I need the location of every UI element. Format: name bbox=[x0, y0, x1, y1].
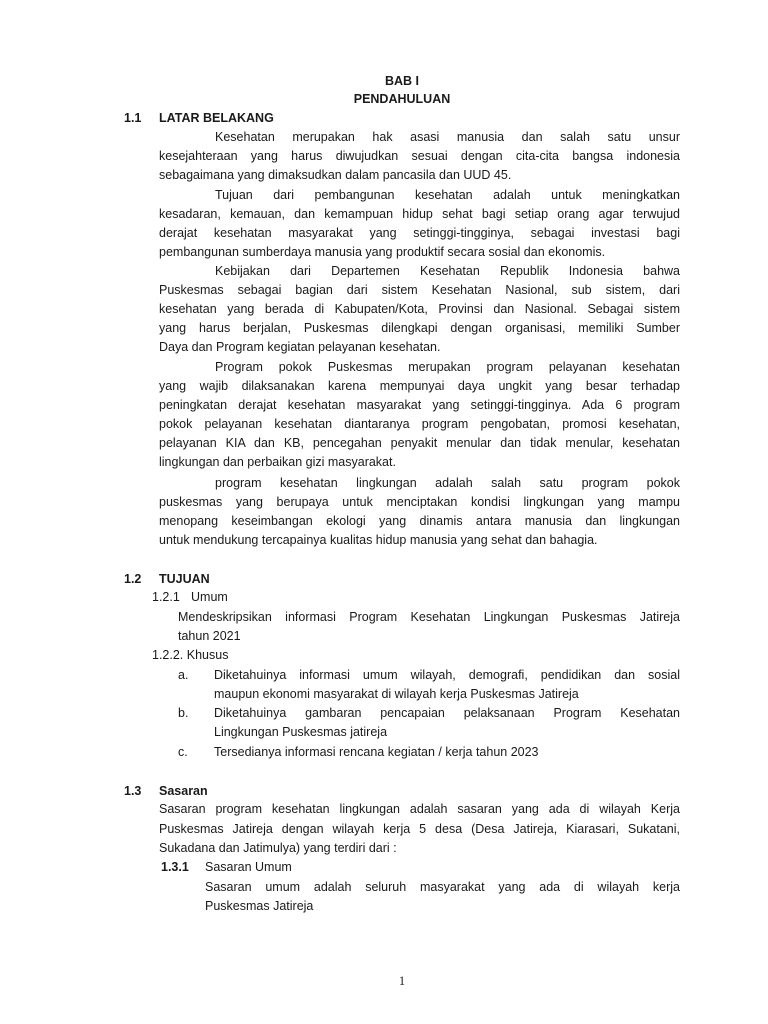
paragraph-line: program kesehatan lingkungan adalah salah satu program pokok bbox=[215, 476, 680, 490]
paragraph-line: menopang keseimbangan ekologi yang dinamis antara manusia dan lingkungan bbox=[159, 514, 680, 528]
paragraph-line: kesehatan yang berada di Kabupaten/Kota, Provinsi dan Nasional. Sebagai sistem bbox=[159, 302, 680, 316]
section-heading: TUJUAN bbox=[159, 572, 210, 586]
paragraph-line: Mendeskripsikan informasi Program Kesehatan Lingkungan Puskesmas Jatireja bbox=[178, 610, 680, 624]
list-marker: b. bbox=[178, 706, 189, 720]
paragraph-line: sebagaimana yang dimaksudkan dalam pancasila dan UUD 45. bbox=[159, 168, 512, 182]
list-item-line: Lingkungan Puskesmas jatireja bbox=[214, 725, 388, 739]
paragraph-line: kesejahteraan yang harus diwujudkan sesuai dengan cita-cita bangsa indonesia bbox=[159, 149, 680, 163]
chapter-title: BAB I bbox=[384, 74, 420, 88]
paragraph-line: pokok pelayanan kesehatan diantaranya program pengobatan, promosi kesehatan, bbox=[159, 417, 680, 431]
list-marker: c. bbox=[178, 745, 188, 759]
paragraph-line: Puskesmas Jatireja dengan wilayah kerja 5 desa (Desa Jatireja, Kiarasari, Sukatani, bbox=[159, 822, 680, 836]
section-heading: LATAR BELAKANG bbox=[159, 111, 274, 125]
paragraph-line: yang wajib dilaksanakan karena mempunyai daya ungkit yang besar terhadap bbox=[159, 379, 680, 393]
section-number: 1.3 bbox=[124, 784, 142, 798]
section-number: 1.1 bbox=[124, 111, 142, 125]
paragraph-line: Sasaran program kesehatan lingkungan adalah sasaran yang ada di wilayah Kerja bbox=[159, 802, 680, 816]
list-item-line: Diketahuinya gambaran pencapaian pelaksanaan Program Kesehatan bbox=[214, 706, 680, 720]
paragraph-line: Program pokok Puskesmas merupakan program pelayanan kesehatan bbox=[215, 360, 680, 374]
section-number: 1.2 bbox=[124, 572, 142, 586]
page-number: 1 bbox=[398, 974, 406, 988]
paragraph-line: lingkungan dan perbaikan gizi masyarakat. bbox=[159, 455, 396, 469]
section-heading: Sasaran bbox=[159, 784, 208, 798]
paragraph-line: Sukadana dan Jatimulya) yang terdiri dari : bbox=[159, 841, 397, 855]
paragraph-line: yang harus berjalan, Puskesmas dilengkapi dengan organisasi, memiliki Sumber bbox=[159, 321, 680, 335]
paragraph-line: pelayanan KIA dan KB, pencegahan penyakit menular dan tidak menular, kesehatan bbox=[159, 436, 680, 450]
paragraph-line: Tujuan dari pembangunan kesehatan adalah untuk meningkatkan bbox=[215, 188, 680, 202]
list-item-line: Diketahuinya informasi umum wilayah, demografi, pendidikan dan sosial bbox=[214, 668, 680, 682]
list-marker: a. bbox=[178, 668, 189, 682]
chapter-subtitle: PENDAHULUAN bbox=[353, 92, 451, 106]
paragraph-line: Kebijakan dari Departemen Kesehatan Republik Indonesia bahwa bbox=[215, 264, 680, 278]
paragraph-line: tahun 2021 bbox=[178, 629, 241, 643]
paragraph-line: Sasaran umum adalah seluruh masyarakat yang ada di wilayah kerja bbox=[205, 880, 680, 894]
subsection-number: 1.2.1 bbox=[152, 590, 180, 604]
paragraph-line: peningkatan derajat kesehatan masyarakat yang setinggi-tingginya. Ada 6 program bbox=[159, 398, 680, 412]
paragraph-line: untuk mendukung tercapainya kualitas hidup manusia yang sehat dan bahagia. bbox=[159, 533, 598, 547]
list-item-line: maupun ekonomi masyarakat di wilayah kerja Puskesmas Jatireja bbox=[214, 687, 579, 701]
paragraph-line: Daya dan Program kegiatan pelayanan kesehatan. bbox=[159, 340, 441, 354]
paragraph-line: puskesmas yang berupaya untuk menciptakan kondisi lingkungan yang mampu bbox=[159, 495, 680, 509]
paragraph-line: Puskesmas Jatireja bbox=[205, 899, 314, 913]
subsection-label: Sasaran Umum bbox=[205, 860, 292, 874]
subsection-label: 1.2.2. Khusus bbox=[152, 648, 229, 662]
paragraph-line: pembangunan sumberdaya manusia yang produktif secara sosial dan ekonomis. bbox=[159, 245, 606, 259]
paragraph-line: kesadaran, kemauan, dan kemampuan hidup sehat bagi setiap orang agar terwujud bbox=[159, 207, 680, 221]
paragraph-line: Kesehatan merupakan hak asasi manusia dan salah satu unsur bbox=[215, 130, 680, 144]
list-item-line: Tersedianya informasi rencana kegiatan / kerja tahun 2023 bbox=[214, 745, 539, 759]
subsection-label: Umum bbox=[191, 590, 228, 604]
paragraph-line: derajat kesehatan masyarakat yang setinggi-tingginya, sebagai investasi bagi bbox=[159, 226, 680, 240]
subsection-number: 1.3.1 bbox=[161, 860, 189, 874]
paragraph-line: Puskesmas sebagai bagian dari sistem Kesehatan Nasional, sub sistem, dari bbox=[159, 283, 680, 297]
